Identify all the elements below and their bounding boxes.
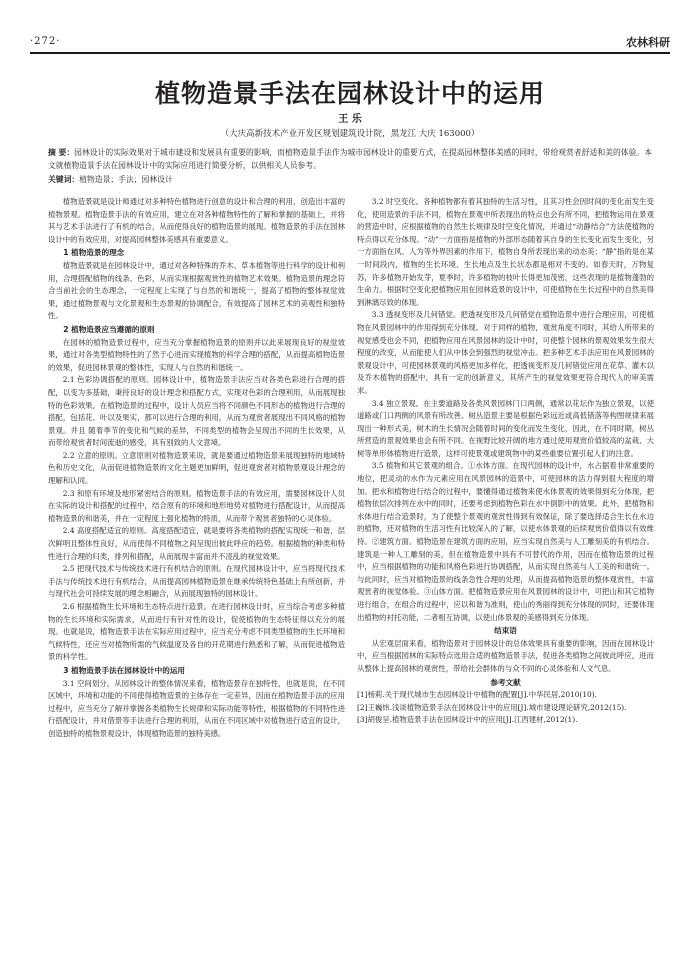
right-column (357, 196, 654, 727)
affiliation: （大庆高新技术产业开发区规划建筑设计院，黑龙江 大庆 163000） (220, 129, 480, 139)
keywords-text: 植物造景；手法；园林设计 (79, 175, 173, 184)
page-number: ·272· (30, 36, 61, 47)
paragraph-2-1: 2.1 色彩协调搭配的原则。园林设计中，植物造景手法应当对各类色彩进行合理的搭配，以变为多基础，秉持良好的设计理念和搭配方式，实现对色彩的合理利用，从而展现独特的色彩效果。在植物造景的过程中，设计人员应当将不同颜色不同形态的植物进行合理的搭配，包括花、叶以及果实，都可以进行合理的利用，从而为观赏者展现出不同风格的植物景观。并且 随着季节的变化和气候的差异，不同类型的植物会呈现出不同的生长效果，从而带给观赏者时间流逝的感受，具有别致的人文意境。 (48, 375, 345, 448)
intro-paragraph: 植物造景就是设计师通过对多种特色植物进行创意的设计和合理的利用，创造出丰富的植物景观。植物造景手法的有效应用，建立在对各种植物特性的了解和掌握的基础上，并将其与艺术手法进行了有机的结合，从而使得良好的植物造景的展现。植物造景的手法在园林设计中的有效应用，对提高园林整体美感具有重要意义。 (48, 197, 345, 244)
section-heading-2: 2 植物造景应当遵循的原则 (63, 324, 155, 334)
section-heading-3: 3 植物造景手法在园林设计中的运用 (63, 665, 186, 675)
author: 王 乐 (338, 114, 362, 125)
reference-item: [1]杨莉.关于现代城市生态园林设计中植物的配置[J].中华民居,2010(10). (357, 690, 597, 700)
paragraph-3-4: 3.4 独立景观。在主要道路及各类风景园林门口两侧，通常以花坛作为独立景观，以使道路或门口两侧的风景有所改善。树丛造景主要是根据色彩远近或高低错落等构图规律来展现出一种形式美，树木的生长情况会随着时间的变化而发生变化，因此，在不同时期，树丛所营造的景观效果也会有所不同。在视野比较开阔的地方通过使用观赏价值较高的盆栽、大树等单形体植物进行造景，这样可使景观或建筑物中的某些重要位置引起人们的注意。 (357, 398, 654, 458)
paragraph-1: 植物造景就是在园林设计中，通过对各种特殊的乔木、草本植物等进行科学的设计和利用，合理搭配植物的线条、色彩，从而实现根据观赏性的植物艺术效果。植物造景的理念符合当前社会的生态理念，一定程度上实现了与自然的和谐统一，提高了植物的整体视觉效果，通过植物景观与文化景观和生态景观的协调配合，有效提高了园林艺术的美观性和独特性。 (48, 260, 345, 321)
references-heading: 参考文献 (490, 677, 521, 687)
reference-item: [3]胡俊呈.植物造景手法在园林设计中的应用[J].江西建材,2012(1). (357, 715, 578, 725)
abstract (48, 146, 652, 172)
keywords-label: 关键词： (48, 175, 80, 184)
left-column (48, 196, 345, 741)
paragraph-2-6: 2.6 根据植物生长环境和生态特点进行造景。在进行园林设计时，应当综合考虑多种植物的生长环境和实际需求，从而进行有针对性的设计，促使植物的生态特征得以充分的展现。也就是说，植物造景手法在实际应用过程中，应当充分考虑不同类型植物的生长环境和气候特性，还应当对植物所需的气候温度及各自的开花期进行熟悉和了解，从而促进植物造景的科学性。 (48, 602, 345, 662)
reference-item: [2]王巍炜.浅谈植物造景手法在园林设计中的应用[J].城市建设理论研究,2012(15). (357, 702, 627, 712)
paragraph-3-3: 3.3 透视变形及几何错觉。把透视变形及几何错觉在植物造景中进行合理应用，可使植物在风景园林中的作用得到充分体现。对于同样的植物，观赏角度不同时，其给人所带来的视觉感受也会不同，把植物应用在风景园林的设计中时，可使整个园林的景观效果发生很大程度的改变，从而能使人们从中体会到强烈的视觉冲击。把多种艺术手法应用在风景园林的景观设计中，可使园林景观的风格更加多样化，把透视变形及几何错觉应用在花草、灌木以及乔木植物的搭配中，具有一定的创新意义，其所产生的视觉效果更符合现代人的审美需求。 (357, 310, 654, 395)
paragraph-3-1: 3.1 空间划分。从园林设计的整体情况来看，植物造景存在独特性，也就是说，在不同区域中，环境和功能的不同使得植物造景的主体存在一定差异，因而在植物造景手法的应用过程中，应当充分了解并掌握各类植物生长规律和实际功能等特性，根据植物的不同特性进行搭配设计，并对借景等手法进行合理的利用，从而在不同区域中对植物进行适宜的设计，创造独特的植物景观设计，体现植物造景的独特美感。 (48, 678, 345, 738)
journal-name: 农林科研 (626, 36, 670, 49)
conclusion-heading: 结束语 (494, 626, 517, 636)
keywords (48, 173, 652, 186)
conclusion-paragraph: 从宏观层面来看，植物造景对于园林设计的总体效果具有重要的影响，因而在园林设计中，应当根据园林的实际特点选用合适的植物造景手法，促进各类植物之间彼此呼应，进而从整体上提高园林的观赏性，带给社会群体的与众不同的心灵体验和人文气息。 (357, 638, 654, 673)
abstract-label: 摘 要： (48, 148, 75, 157)
article-title: 植物造景手法在园林设计中的运用 (154, 79, 545, 108)
paragraph-2-5: 2.5 把现代技术与传统技术进行有机结合的原则。在现代园林设计中，应当将现代技术手法与传统技术进行有机结合，从而提高园林植物造景在继承传统特色基础上有所创新，并与现代社会可持续发展的理念相融合，从而展现独特的园林设计。 (48, 564, 345, 599)
section-heading-1: 1 植物造景的理念 (63, 248, 125, 258)
paragraph-3-2: 3.2 时空变化。各种植物都有着其独特的生活习性，且其习性会因时间的变化而发生变化，使用造景的手法不同，植物在景观中所表现出的特点也会有所不同，把植物运用在景观的营造中时，应根据植物的自然生长规律及时空变化情况，并通过“动静结合”方法使植物的特点得以充分体现。“动”一方面指是植物的外部形态随着其自身的生长变化而发生变化，另一方面指在风、人为等外界因素的作用下，植物自身所表现出来的动态美；“静”指的是在某一时间段内，植物的生长环境、生长地点及生长状态都是相对不变的。如春天时，万物复苏，许多植物开始发芽，夏季时，许多植物的枝叶长得更加茂密，这些表现的是植物蓬勃的生命力。根据时空变化把植物应用在园林造景的设计中，可使植物在生长过程中的自然美得到淋漓尽致的体现。 (357, 197, 654, 307)
paragraph-2: 在园林的植物造景过程中，应当充分掌握植物造景的原则并以此来展现良好的视觉效果，通过对各类型植物特性的了然于心进而实现植物的科学合理的搭配，从而提高植物造景的效果，促进园林景观的整体性，实现人与自然的和谐统一。 (48, 337, 345, 372)
paragraph-2-2: 2.2 立意的原则。立意原则对植物造景来说，就是要通过植物造景来展现独特的地域特色和历史文化，从而促进植物造景的文化主题更加鲜明，促进观赏者对植物景观设计理念的理解和认同。 (48, 450, 345, 486)
paragraph-2-3: 2.3 和原有环境及地形紧密结合的原则。植物造景手法的有效应用，需要园林设计人员在实际的设计和搭配的过程中，结合原有的环境和地形地势对植物进行搭配设计，从而提高植物造景的和谐美，并在一定程度上强化植物的特质，从而带个观赏者独特的心灵体验。 (48, 488, 345, 523)
abstract-text: 园林设计的实际效果对于城市建设和发展具有重要的影响，而植物造景手法作为城市园林设计的重要方式，在提高园林整体美感的同时，带给观赏者舒适和美的体验。本文就植物造景手法在园林设计中的实际应用进行简要分析，以供相关人员参考。 (48, 148, 652, 170)
page-header (30, 30, 670, 54)
paragraph-3-5: 3.5 植物和其它景观的组合。①水体方面。在现代园林的设计中，水占据着非常重要的地位，把灵动的水作为元素应用在风景园林的造景中，可使园林的活力得到很大程度的增加。把水和植物进行结合的过程中，要懂得通过植物来使水体景观的效果得到充分体现，把植物依层次排列在水中的同时，还要考虑到植物色彩在水中倒影中的效果。此外，把植物和水体进行结合造景时，为了使整个景观的观赏性得到有效保证，除了要选择适合生长在水边的植物，还对植物的生活习性有比较深入的了解，以使水体景观的后续观赏价值得以有效维持。②建筑方面。植物造景在建筑方面的应用，应当实现自然美与人工雕刻美的有机结合。建筑是一种人工雕刻的美，但在植物造景中具有不可替代的作用，因而在植物造景的过程中，应当根据植物的功能和风格色彩进行协调搭配，从而实现自然美与人工美的和谐统一。与此同时，应当对植物造景的线条急性合理的处理，从而提高植物造景的整体观赏性，丰富观赏者的视觉体验。③山体方面。把植物造景应用在风景园林的设计中，可把山和其它植物进行组合，在组合的过程中，应以和谐为准则，使山的秀丽得到充分体现的同时，还要体现出植物的衬托功能，二者相互协调，以使山体景观的美感得到充分体现。 (357, 461, 654, 622)
paragraph-2-4: 2.4 高度搭配适宜的原则。高度搭配适宜，就是要将各类植物的搭配实现统一和谐，层次鲜明且整体性良好，从而使得不同植物之间呈现出彼此呼应的趋势。根据植物的种类和特性进行合理的归类，排列和搭配，从而展现丰富而并不凌乱的视觉效果。 (48, 526, 345, 561)
